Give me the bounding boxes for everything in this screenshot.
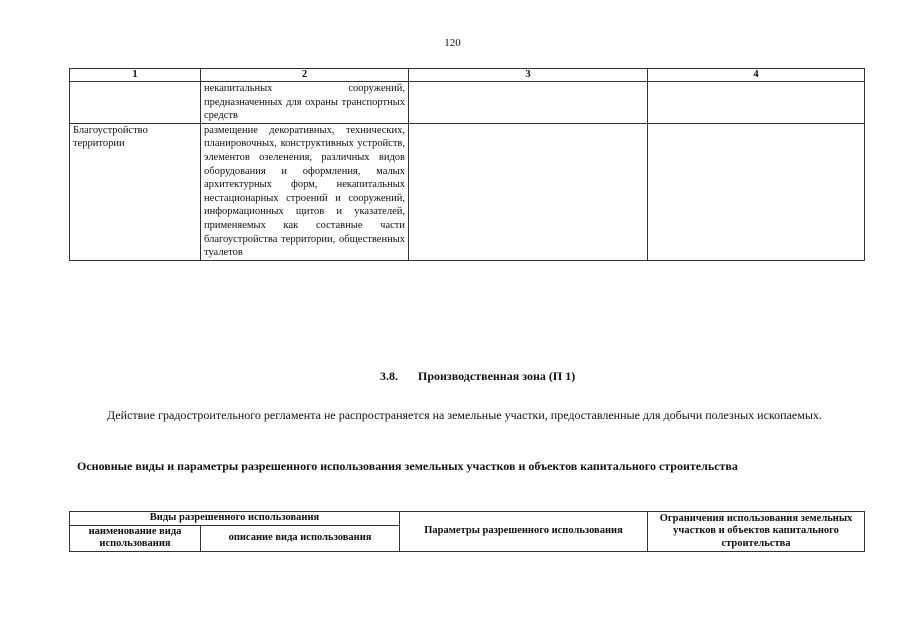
use-type-description: некапитальных сооружений, предназначенных для охраны транспортных средств <box>201 82 409 124</box>
restrictions-header: Ограничения использования земельных участков и объектов капитального строительства <box>648 512 865 552</box>
main-uses-table <box>69 511 865 552</box>
section-number: 3.8. <box>380 369 398 383</box>
use-parameters <box>409 123 648 260</box>
section-title <box>380 369 575 384</box>
use-name-header: наименование вида использования <box>70 525 201 551</box>
regulation-paragraph: Действие градостроительного регламента не распространяется на земельные участки, предоставленные для добычи полезных ископаемых. <box>107 408 822 422</box>
table-header-row <box>70 69 865 82</box>
use-parameters <box>409 82 648 124</box>
column-number-1: 1 <box>70 69 201 82</box>
use-type-description: размещение декоративных, технических, планировочных, конструктивных устройств, элементов озеленения, различных видов оборудования и оформления, малых архитектурных форм, некапитальных нестационарных строений и сооружений, информационных щитов и указателей, применяемых как составные части благоустройства территории, общественных туалетов <box>201 123 409 260</box>
subsection-heading: Основные виды и параметры разрешенного использования земельных участков и объектов капитального строительства <box>77 459 738 473</box>
use-restrictions <box>648 82 865 124</box>
continuation-table <box>69 68 865 261</box>
table-row <box>70 123 865 260</box>
use-type-name <box>70 82 201 124</box>
page-number: 120 <box>444 37 461 49</box>
table-header-row <box>70 512 865 526</box>
section-name: Производственная зона (П 1) <box>418 369 576 383</box>
use-type-name: Благоустройство территории <box>70 123 201 260</box>
allowed-uses-group-header: Виды разрешенного использования <box>70 512 400 526</box>
column-number-4: 4 <box>648 69 865 82</box>
use-restrictions <box>648 123 865 260</box>
table-row <box>70 82 865 124</box>
parameters-header: Параметры разрешенного использования <box>400 512 648 552</box>
column-number-3: 3 <box>409 69 648 82</box>
use-description-header: описание вида использования <box>201 525 400 551</box>
column-number-2: 2 <box>201 69 409 82</box>
